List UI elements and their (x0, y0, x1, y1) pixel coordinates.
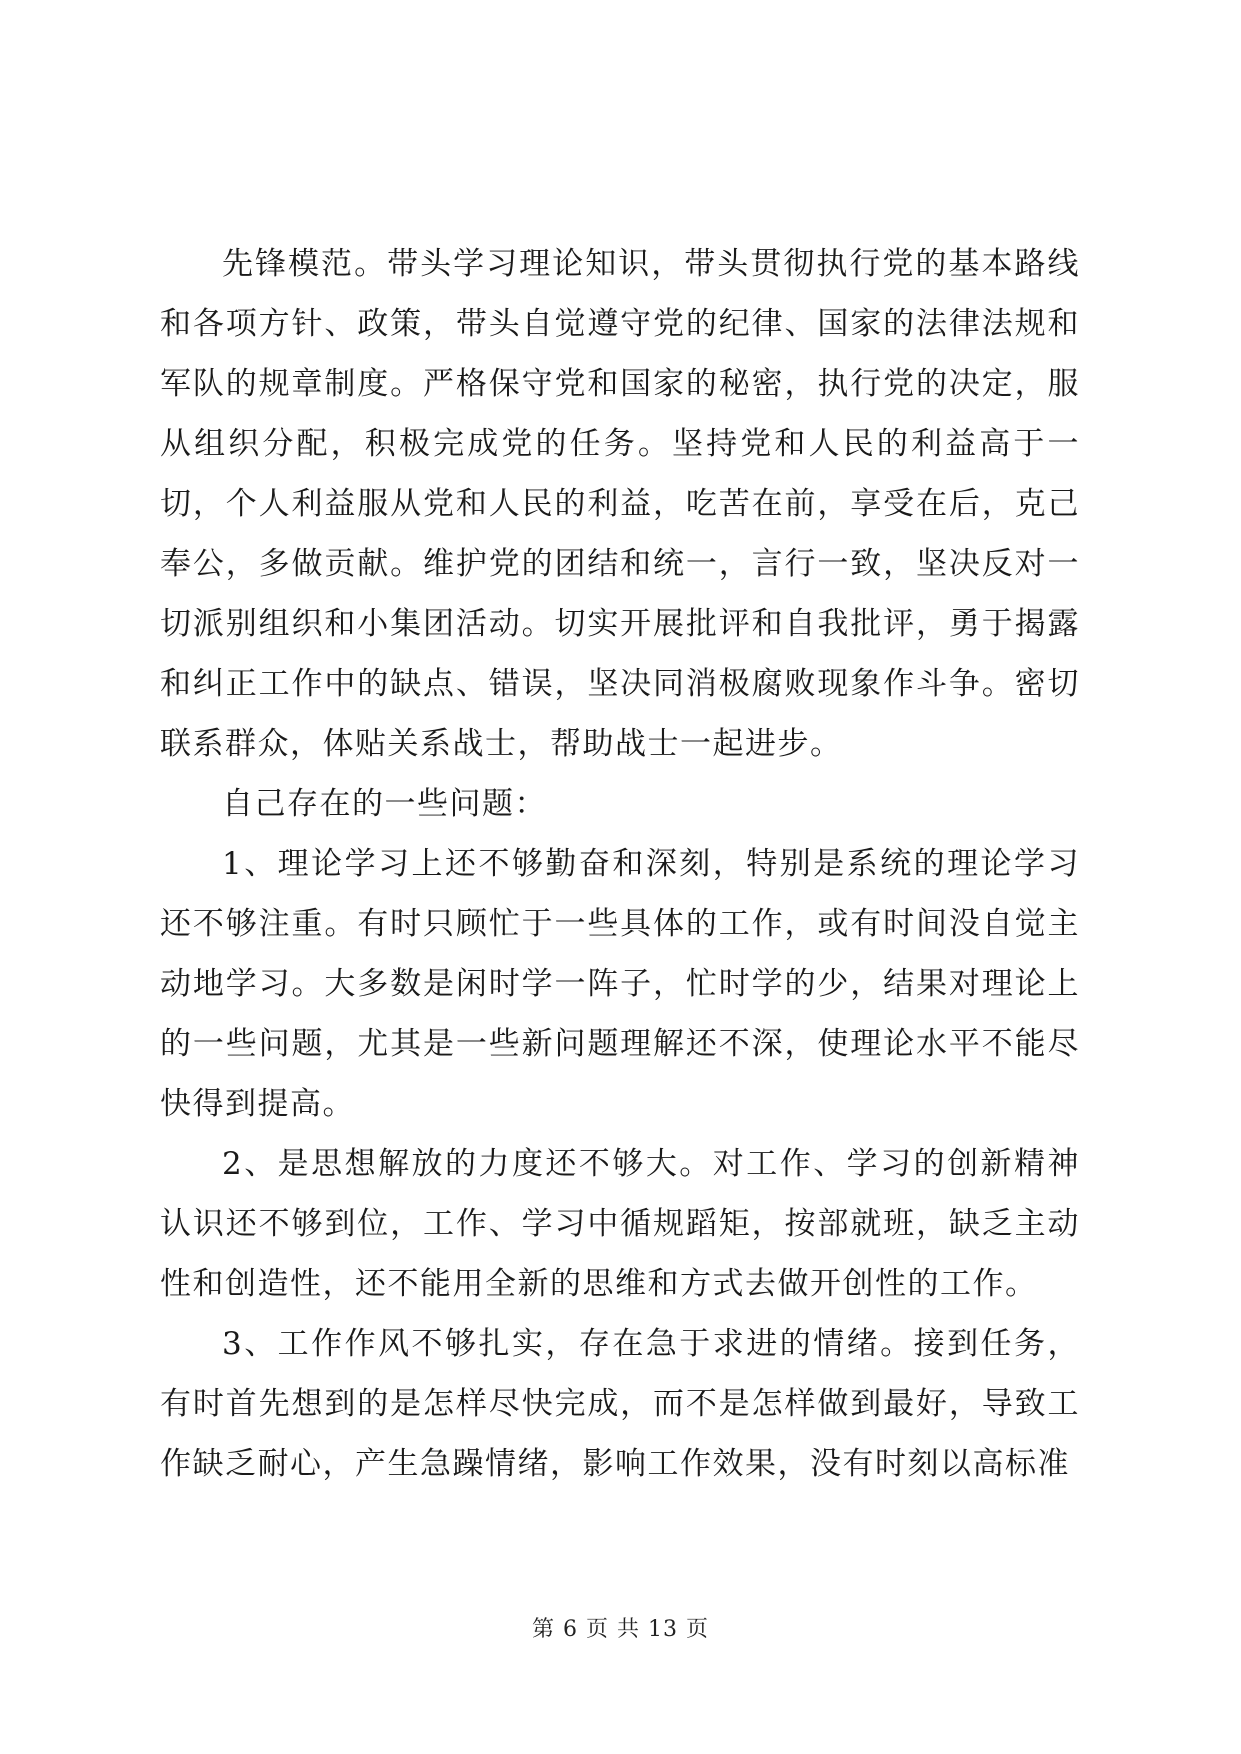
paragraph-problem-2: 2、是思想解放的力度还不够大。对工作、学习的创新精神认识还不够到位，工作、学习中循规蹈矩，按部就班，缺乏主动性和创造性，还不能用全新的思维和方式去做开创性的工作。 (160, 1146, 1080, 1302)
paragraph-problems-heading: 自己存在的一些问题： (222, 786, 547, 822)
paragraph-pioneer-model: 先锋模范。带头学习理论知识，带头贯彻执行党的基本路线和各项方针、政策，带头自觉遵守党的纪律、国家的法律法规和军队的规章制度。严格保守党和国家的秘密，执行党的决定，服从组织分配，积极完成党的任务。坚持党和人民的利益高于一切，个人利益服从党和人民的利益，吃苦在前，享受在后，克己奉公，多做贡献。维护党的团结和统一，言行一致，坚决反对一切派别组织和小集团活动。切实开展批评和自我批评，勇于揭露和纠正工作中的缺点、错误，坚决同消极腐败现象作斗争。密切联系群众，体贴关系战士，帮助战士一起进步。 (160, 246, 1080, 762)
page-number-footer: 第 6 页 共 13 页 (532, 1617, 709, 1642)
document-body (160, 234, 1080, 1494)
paragraph-problem-1: 1、理论学习上还不够勤奋和深刻，特别是系统的理论学习还不够注重。有时只顾忙于一些具体的工作，或有时间没自觉主动地学习。大多数是闲时学一阵子，忙时学的少，结果对理论上的一些问题，尤其是一些新问题理解还不深，使理论水平不能尽快得到提高。 (160, 846, 1080, 1122)
paragraph-problem-3: 3、工作作风不够扎实，存在急于求进的情绪。接到任务，有时首先想到的是怎样尽快完成，而不是怎样做到最好，导致工作缺乏耐心，产生急躁情绪，影响工作效果，没有时刻以高标准 (160, 1326, 1080, 1482)
